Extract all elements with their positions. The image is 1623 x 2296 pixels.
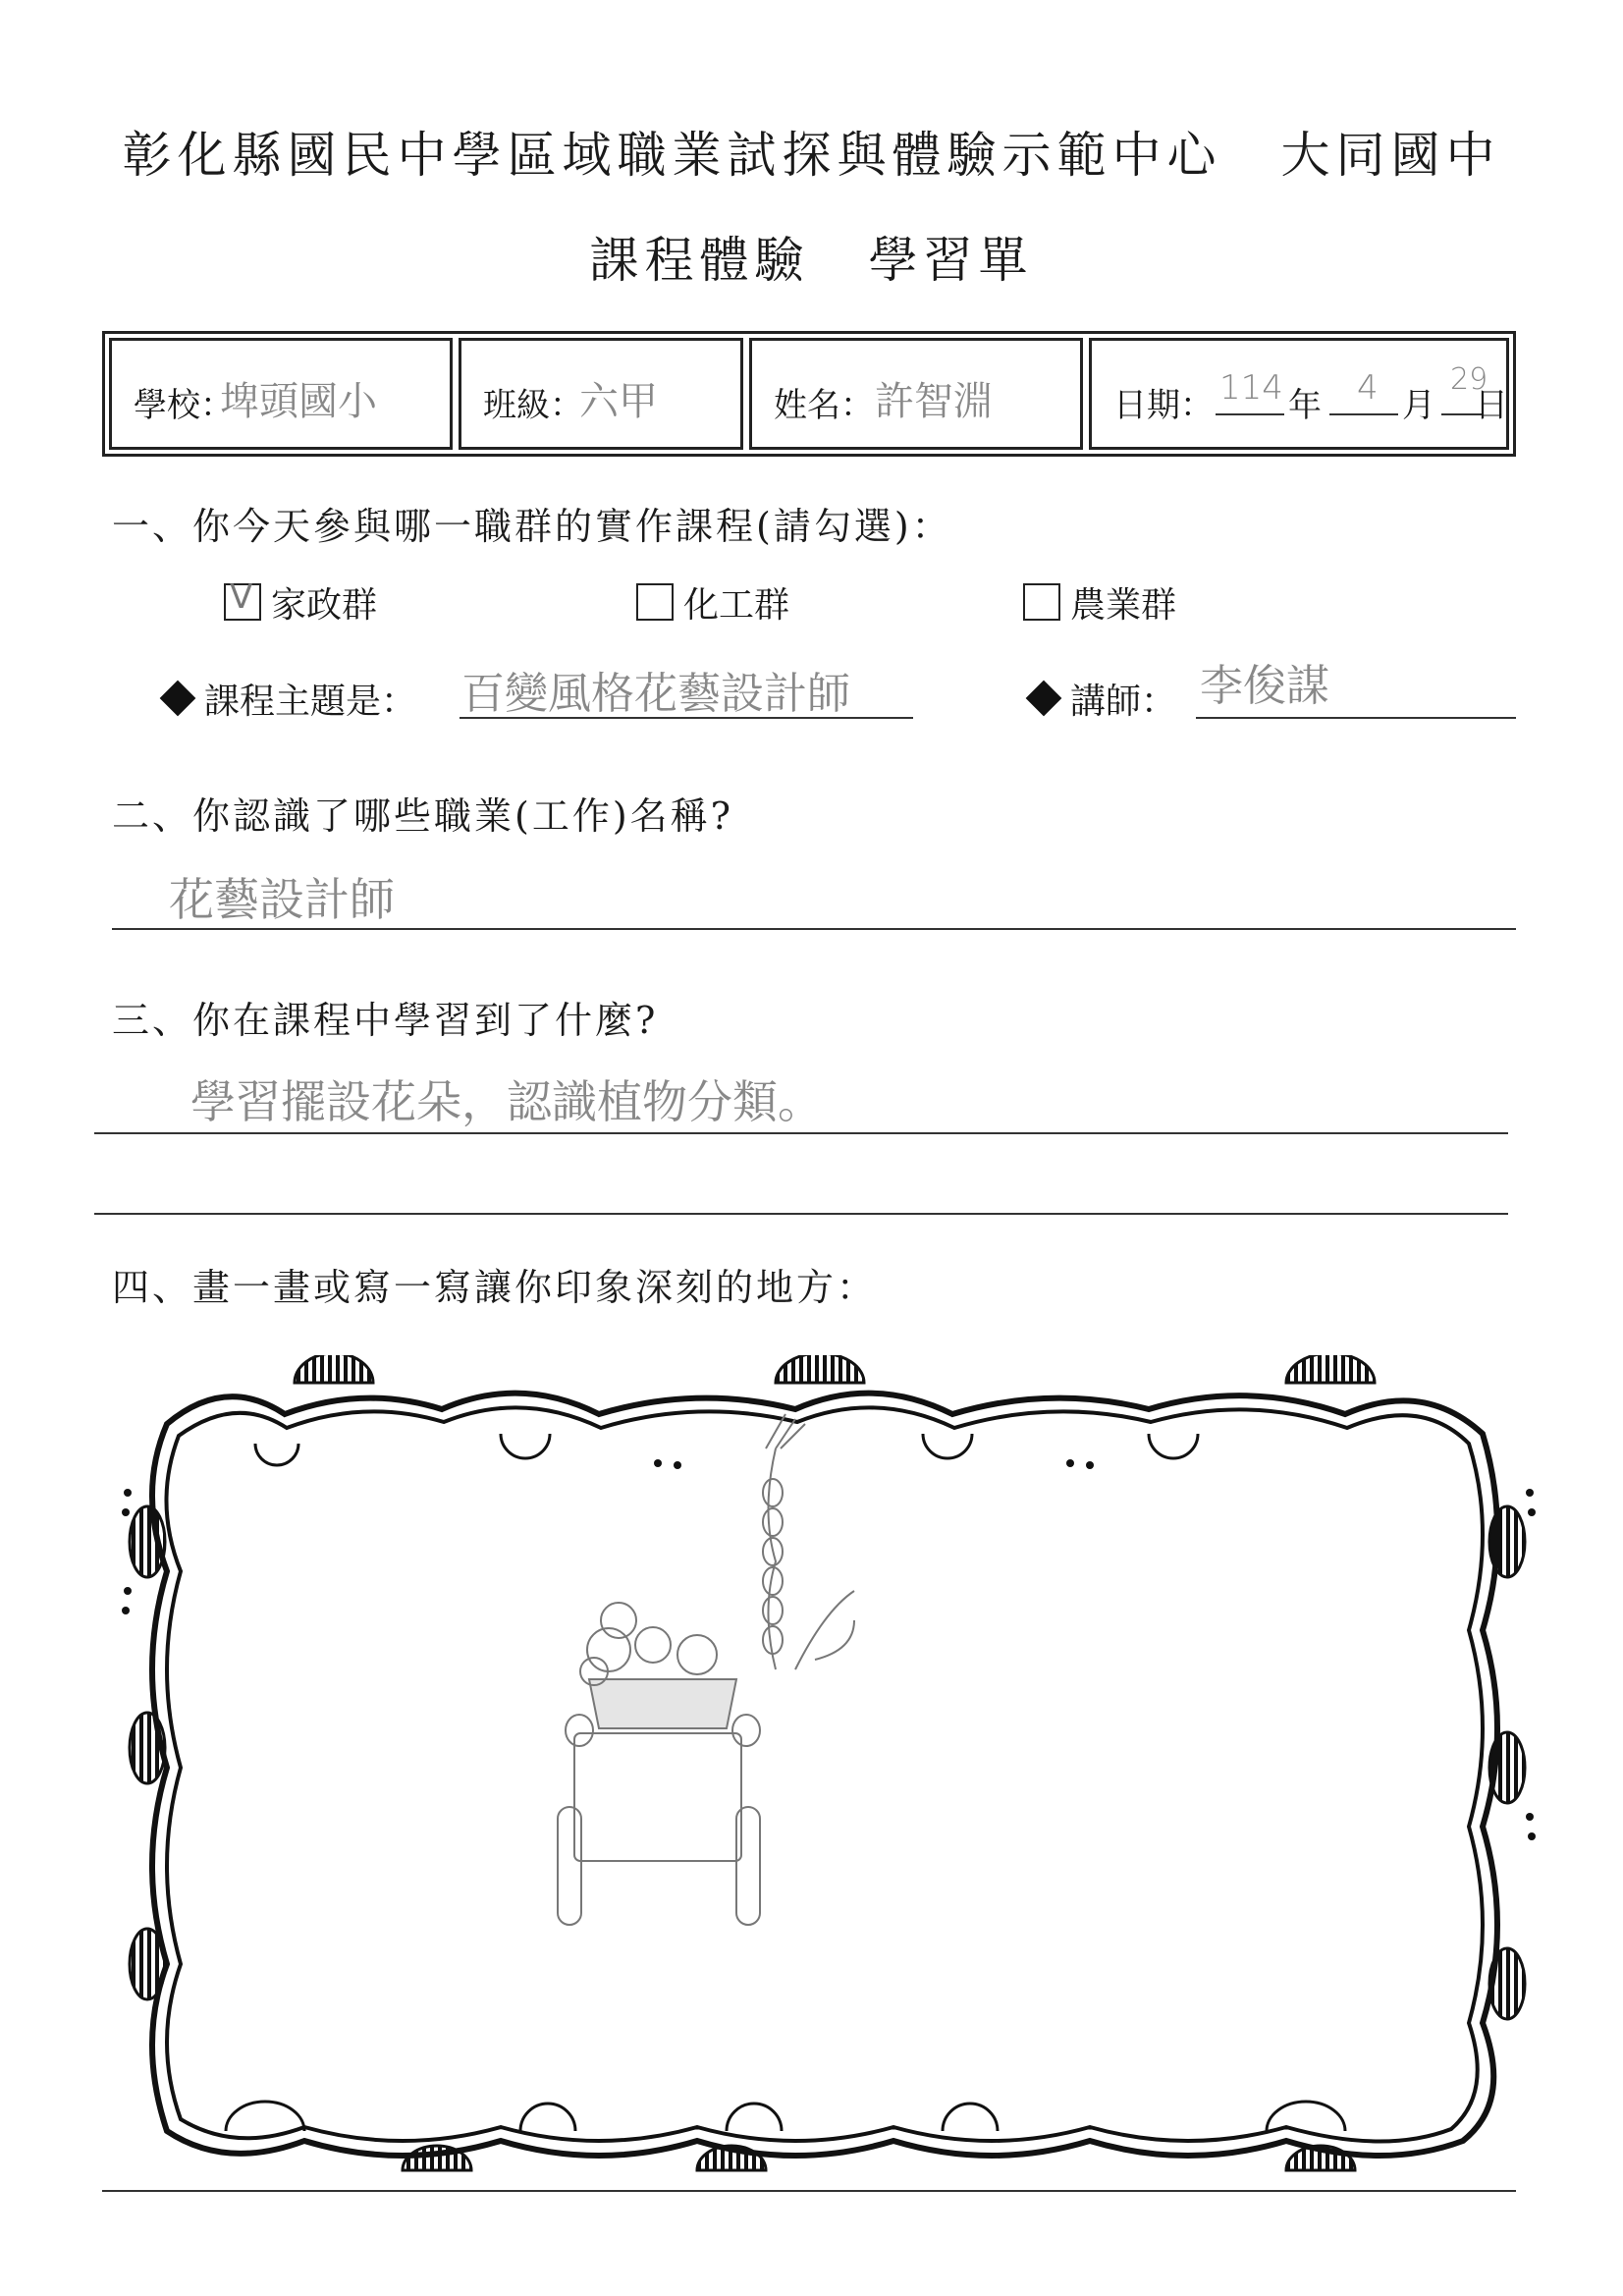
subtitle-right: 學習單 xyxy=(868,232,1034,289)
q3-line-2 xyxy=(94,1213,1508,1215)
option-label: 化工群 xyxy=(683,585,790,626)
q2-line xyxy=(112,928,1516,930)
option-label: 農業群 xyxy=(1070,585,1177,626)
month-unit: 月 xyxy=(1402,386,1435,425)
day-unit: 日 xyxy=(1475,386,1508,425)
option-label: 家政群 xyxy=(271,585,378,626)
month-line xyxy=(1329,413,1398,415)
q4-question: 四、畫一畫或寫一寫讓你印象深刻的地方： xyxy=(112,1266,878,1309)
drawing-area[interactable] xyxy=(108,1355,1551,2190)
year-line xyxy=(1216,413,1284,415)
option-chemical[interactable] xyxy=(636,577,789,628)
day-value[interactable]: 29 xyxy=(1450,362,1488,397)
name-value[interactable]: 許智淵 xyxy=(875,379,993,424)
q3-question: 三、你在課程中學習到了什麼? xyxy=(112,999,659,1042)
check-mark: V xyxy=(230,577,253,617)
topic-row xyxy=(165,674,416,724)
date-label: 日期： xyxy=(1113,386,1214,425)
teacher-label: 講師： xyxy=(1070,682,1177,722)
q3-line-1 xyxy=(94,1132,1508,1134)
subtitle-left: 課程體驗 xyxy=(589,232,810,289)
school-label: 學校： xyxy=(134,386,234,425)
q2-question: 二、你認識了哪些職業(工作)名稱? xyxy=(112,794,734,838)
name-cell xyxy=(749,338,1083,450)
flower-cart-drawing xyxy=(558,1414,854,1925)
option-agriculture[interactable] xyxy=(1023,577,1176,628)
class-cell xyxy=(459,338,743,450)
diamond-bullet-icon xyxy=(1026,681,1062,717)
checkbox-checked[interactable] xyxy=(224,577,261,621)
year-unit: 年 xyxy=(1288,386,1322,425)
school-cell xyxy=(109,338,453,450)
checkbox[interactable] xyxy=(636,583,674,621)
page-title xyxy=(0,116,1623,187)
date-cell xyxy=(1089,338,1509,450)
checkbox[interactable] xyxy=(1023,583,1060,621)
class-label: 班級： xyxy=(483,386,583,425)
year-value[interactable]: 114 xyxy=(1219,368,1283,408)
q3-answer[interactable]: 學習擺設花朵，認識植物分類。 xyxy=(190,1075,823,1128)
teacher-line xyxy=(1196,717,1516,719)
teacher-value[interactable]: 李俊謀 xyxy=(1200,661,1329,711)
bottom-line xyxy=(102,2190,1516,2192)
decorative-frame xyxy=(152,1394,1497,2156)
name-label: 姓名： xyxy=(774,386,874,425)
class-value[interactable]: 六甲 xyxy=(579,379,658,424)
month-value[interactable]: 4 xyxy=(1357,368,1379,408)
page-subtitle xyxy=(0,221,1623,292)
teacher-row xyxy=(1031,674,1176,724)
school-value[interactable]: 埤頭國小 xyxy=(220,379,377,424)
option-home-economics[interactable] xyxy=(224,577,377,628)
topic-value[interactable]: 百變風格花藝設計師 xyxy=(461,669,850,719)
q2-answer[interactable]: 花藝設計師 xyxy=(169,873,395,926)
q1-question: 一、你今天參與哪一職群的實作課程(請勾選)： xyxy=(112,505,952,548)
topic-line xyxy=(460,717,913,719)
topic-label: 課程主題是： xyxy=(204,682,417,722)
center-title: 彰化縣國民中學區域職業試探與體驗示範中心 xyxy=(122,127,1222,184)
school-name: 大同國中 xyxy=(1280,127,1501,184)
diamond-bullet-icon xyxy=(160,681,196,717)
